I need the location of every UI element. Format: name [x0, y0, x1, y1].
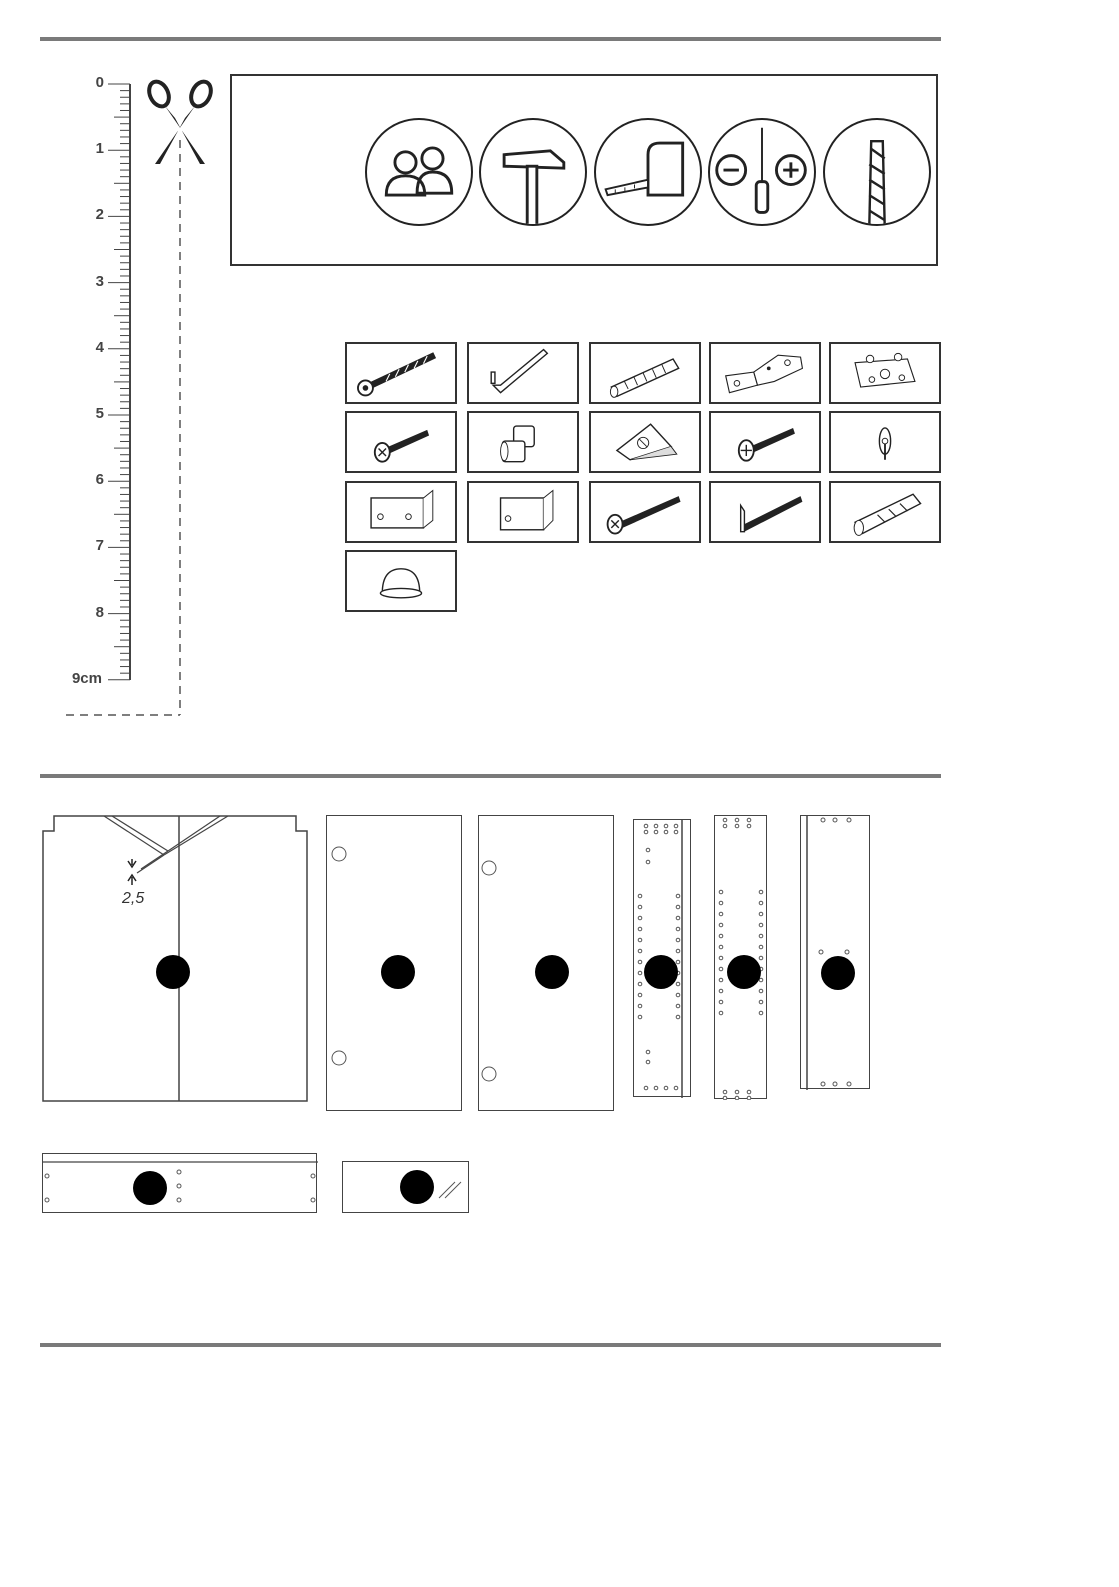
drill-hole [759, 923, 763, 927]
divider-panel [800, 815, 870, 1089]
divider-panel-edges [801, 816, 871, 1090]
hardware-item [467, 481, 579, 543]
drill-hole [644, 830, 648, 834]
tape-measure-icon [596, 120, 700, 224]
drill-bit-icon [825, 120, 929, 224]
shelf-pin-icon [469, 413, 577, 471]
nail-pin-icon [831, 413, 939, 471]
hardware-item [829, 411, 941, 473]
ruler-tick-label: 4 [95, 338, 104, 356]
drill-hole [676, 927, 680, 931]
part-marker [535, 955, 569, 989]
door-panel-left [326, 815, 462, 1111]
drill-hole [719, 890, 723, 894]
drill-hole [676, 905, 680, 909]
glass-shelf-panel [342, 1161, 469, 1213]
drill-hole [747, 818, 751, 822]
ruler-tick-label: 9cm [71, 669, 102, 687]
bumper-pad-icon [347, 552, 455, 610]
drill-hole [654, 830, 658, 834]
drill-hole [719, 989, 723, 993]
drill-hole [719, 956, 723, 960]
part-marker [727, 955, 761, 989]
drill-hole [646, 860, 650, 864]
hardware-item [589, 481, 701, 543]
drill-hole [759, 890, 763, 894]
hardware-item [345, 481, 457, 543]
hardware-item [589, 342, 701, 404]
hammer-icon [481, 120, 585, 224]
drill-hole [719, 934, 723, 938]
part-marker [644, 955, 678, 989]
drill-hole [719, 978, 723, 982]
part-marker [133, 1171, 167, 1205]
middle-divider [40, 774, 941, 778]
drill-hole [676, 993, 680, 997]
hardware-item [829, 342, 941, 404]
long-screw-icon [591, 483, 699, 541]
drill-hole [747, 824, 751, 828]
drill-hole [664, 1086, 668, 1090]
drill-hole [735, 824, 739, 828]
drill-hole [676, 894, 680, 898]
drill-hole [638, 1015, 642, 1019]
part-marker [821, 956, 855, 990]
l-bolt-icon [711, 483, 819, 541]
allen-key-icon [469, 344, 577, 402]
drill-hole [735, 1096, 739, 1100]
tool-tape-measure [594, 118, 702, 226]
ruler-tick-label: 7 [95, 537, 104, 555]
ruler-tick-label: 0 [95, 74, 104, 91]
drill-hole [676, 1004, 680, 1008]
required-tools-panel [230, 74, 938, 266]
plinth-panel [42, 1153, 317, 1213]
cut-out-ruler [0, 0, 220, 730]
wall-plug-icon [831, 483, 939, 541]
hardware-item [467, 342, 579, 404]
drill-hole [759, 989, 763, 993]
drill-hole [644, 1086, 648, 1090]
hinge-hole-icon [329, 844, 349, 864]
drill-hole [638, 949, 642, 953]
ruler-tick-label: 2 [95, 206, 104, 224]
drill-hole [664, 830, 668, 834]
drill-hole [719, 1011, 723, 1015]
drill-hole [638, 927, 642, 931]
ruler-tick-label: 1 [95, 140, 104, 158]
drill-hole [723, 1090, 727, 1094]
hinge-plate-icon [831, 344, 939, 402]
drill-hole [719, 901, 723, 905]
drill-hole [719, 912, 723, 916]
hinge-hole-icon [479, 858, 499, 878]
part-marker [400, 1170, 434, 1204]
side-panel-right [714, 815, 767, 1099]
scissors-icon [145, 78, 215, 168]
hardware-item [345, 342, 457, 404]
drill-hole [638, 905, 642, 909]
short-screw-icon [347, 413, 455, 471]
hardware-item [709, 481, 821, 543]
screwdriver-icon [710, 120, 814, 224]
drill-hole [646, 848, 650, 852]
wooden-dowel-icon [591, 344, 699, 402]
drill-hole [723, 1096, 727, 1100]
ruler-tick-label: 6 [95, 471, 104, 489]
drill-hole [759, 978, 763, 982]
drill-hole [676, 938, 680, 942]
measurement-label: 2,5 [122, 890, 145, 907]
countersunk-screw-icon [711, 413, 819, 471]
long-bolt-icon [347, 344, 455, 402]
tool-screwdrivers [708, 118, 816, 226]
drill-hole [674, 1086, 678, 1090]
plinth-details [43, 1154, 318, 1214]
side-panel-left [633, 819, 691, 1097]
tool-drill-bit [823, 118, 931, 226]
drill-hole [759, 956, 763, 960]
drill-hole [638, 894, 642, 898]
hardware-item [709, 342, 821, 404]
drill-hole [747, 1090, 751, 1094]
hinge-hole-icon [479, 1064, 499, 1084]
drill-hole [719, 923, 723, 927]
back-panel [42, 815, 308, 1102]
hinge-icon [711, 344, 819, 402]
part-marker [156, 955, 190, 989]
ruler-tick-label: 5 [95, 405, 104, 422]
hardware-item [467, 411, 579, 473]
drill-hole [735, 818, 739, 822]
hardware-item [589, 411, 701, 473]
hardware-item [709, 411, 821, 473]
drawer-clip-right-icon [469, 483, 577, 541]
hardware-item [829, 481, 941, 543]
drill-hole [638, 1004, 642, 1008]
drill-hole [723, 824, 727, 828]
ruler-tick-label: 3 [95, 272, 104, 290]
drill-hole [638, 971, 642, 975]
drill-hole [664, 824, 668, 828]
drill-hole [638, 916, 642, 920]
drill-hole [638, 938, 642, 942]
drill-hole [719, 967, 723, 971]
drill-hole [676, 949, 680, 953]
tool-hammer [479, 118, 587, 226]
drill-hole [644, 824, 648, 828]
hinge-hole-icon [329, 1048, 349, 1068]
drill-hole [759, 912, 763, 916]
drill-hole [759, 1000, 763, 1004]
drill-hole [638, 982, 642, 986]
drill-hole [747, 1096, 751, 1100]
drill-hole [735, 1090, 739, 1094]
ruler-tick-label: 8 [95, 603, 104, 621]
door-panel-right [478, 815, 614, 1111]
drill-hole [654, 824, 658, 828]
drill-hole [759, 901, 763, 905]
drill-hole [759, 934, 763, 938]
drill-hole [674, 830, 678, 834]
drill-hole [723, 818, 727, 822]
part-marker [381, 955, 415, 989]
drill-hole [674, 824, 678, 828]
drill-hole [676, 916, 680, 920]
hardware-item [345, 411, 457, 473]
drill-hole [759, 1011, 763, 1015]
drill-hole [638, 993, 642, 997]
drill-hole [646, 1060, 650, 1064]
drill-hole [638, 960, 642, 964]
drill-hole [759, 945, 763, 949]
drill-hole [676, 960, 680, 964]
two-people-icon [367, 120, 471, 224]
drill-hole [654, 1086, 658, 1090]
bottom-divider [40, 1343, 941, 1347]
drill-hole [719, 1000, 723, 1004]
tool-two-people [365, 118, 473, 226]
hardware-item [345, 550, 457, 612]
drill-hole [646, 1050, 650, 1054]
drill-hole [719, 945, 723, 949]
corner-bracket-icon [591, 413, 699, 471]
drill-hole [676, 1015, 680, 1019]
drawer-clip-left-icon [347, 483, 455, 541]
drill-hole [676, 982, 680, 986]
